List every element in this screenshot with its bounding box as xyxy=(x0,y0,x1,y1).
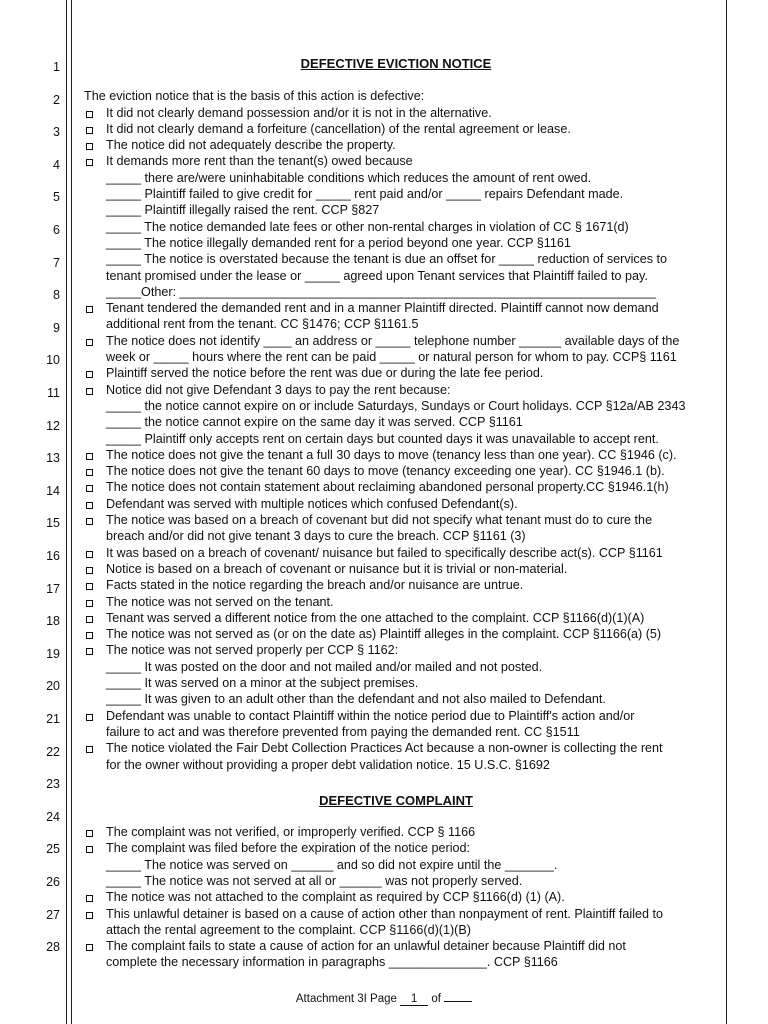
checklist-item-text: It demands more rent than the tenant(s) owed because xyxy=(106,154,413,169)
checklist-item-text: The notice was not served on the tenant. xyxy=(106,594,334,609)
continuation-text: breach and/or did not give tenant 3 days to cure the breach. CCP §1161 (3) xyxy=(106,529,526,544)
line-number: 28 xyxy=(46,940,60,955)
checklist-item-text: The notice does not give the tenant a full 30 days to move (tenancy less than one year). CC §1946 (c). xyxy=(106,447,677,462)
checkbox[interactable] xyxy=(86,714,93,721)
checkbox[interactable] xyxy=(86,518,93,525)
continuation-text: _____ Plaintiff failed to give credit for _____ rent paid and/or _____ repairs Defendant made. xyxy=(106,187,624,201)
line-number: 11 xyxy=(47,386,60,400)
continuation-text: _____ It was served on a minor at the subject premises. xyxy=(106,676,419,690)
line-number: 14 xyxy=(46,483,60,498)
checklist-item-text: Notice is based on a breach of covenant or nuisance but it is trivial or non-material. xyxy=(106,561,568,576)
checklist-item-text: The notice does not identify ____ an address or _____ telephone number ______ available days of the xyxy=(106,333,680,348)
continuation-text: week or _____ hours where the rent can be paid _____ or natural person for whom to pay. CCP§ 1161 xyxy=(106,350,677,364)
checkbox[interactable] xyxy=(86,746,93,753)
line-number: 23 xyxy=(46,777,60,792)
line-number: 8 xyxy=(53,288,60,303)
footer-of-label: of xyxy=(431,993,441,1005)
continuation-text: _____ there are/were uninhabitable conditions which reduces the amount of rent owed. xyxy=(106,170,592,185)
checkbox[interactable] xyxy=(86,830,93,837)
checklist-item-text: It was based on a breach of covenant/ nuisance but failed to specifically describe act(s). CCP §1161 xyxy=(106,545,663,560)
checklist-item-text: The notice was based on a breach of covenant but did not specify what tenant must do to cure the xyxy=(106,513,653,527)
checklist-item-text: It did not clearly demand a forfeiture (cancellation) of the rental agreement or lease. xyxy=(106,121,571,136)
footer-attachment-label: Attachment 3I Page xyxy=(295,993,397,1005)
line-number: 17 xyxy=(46,581,60,596)
continuation-text: _____Other: ____________________________________________________________________ xyxy=(106,284,656,299)
line-number: 24 xyxy=(46,809,60,824)
line-number: 25 xyxy=(46,842,60,857)
checkbox[interactable] xyxy=(86,895,93,902)
checkbox[interactable] xyxy=(86,127,93,134)
checklist-item-text: The complaint fails to state a cause of action for an unlawful detainer because Plaintiff did not xyxy=(106,939,626,954)
checkbox[interactable] xyxy=(86,944,93,951)
line-number: 15 xyxy=(46,516,60,531)
line-number: 10 xyxy=(46,353,60,368)
intro-sentence: The eviction notice that is the basis of this action is defective: xyxy=(84,89,425,103)
left-margin-rule-outer xyxy=(66,0,67,1024)
section-heading-defective-eviction-notice: DEFECTIVE EVICTION NOTICE xyxy=(300,56,492,71)
line-number: 13 xyxy=(46,451,60,466)
line-number: 12 xyxy=(46,418,60,433)
line-number: 4 xyxy=(53,157,60,172)
checklist-item-text: The notice did not adequately describe the property. xyxy=(106,138,396,153)
checklist-item-text: Defendant was unable to contact Plaintiff within the notice period due to Plaintiff's action and/or xyxy=(106,708,635,723)
checkbox[interactable] xyxy=(86,339,93,346)
line-number: 1 xyxy=(53,60,60,74)
continuation-text: failure to act and was therefore prevented from paying the demanded rent. CC §1511 xyxy=(106,724,580,739)
checklist-item-text: It did not clearly demand possession and/or it is not in the alternative. xyxy=(106,105,492,120)
continuation-text: tenant promised under the lease or _____ agreed upon Tenant services that Plaintiff failed to pay. xyxy=(106,268,648,283)
continuation-text: for the owner without providing a proper debt validation notice. 15 U.S.C. §1692 xyxy=(106,757,550,772)
checklist-item-text: The notice was not served as (or on the date as) Plaintiff alleges in the complaint. CCP §1166(a) (5) xyxy=(106,627,662,642)
checkbox[interactable] xyxy=(86,469,93,476)
continuation-text: additional rent from the tenant. CC §1476; CCP §1161.5 xyxy=(106,317,419,332)
checkbox[interactable] xyxy=(86,111,93,118)
checkbox[interactable] xyxy=(86,306,93,313)
checklist-item-text: The complaint was not verified, or improperly verified. CCP § 1166 xyxy=(106,825,476,839)
checkbox[interactable] xyxy=(86,567,93,574)
continuation-text: complete the necessary information in paragraphs ______________. CCP §1166 xyxy=(106,955,558,970)
line-number: 2 xyxy=(53,92,60,107)
checkbox[interactable] xyxy=(86,388,93,395)
line-number: 6 xyxy=(53,223,60,237)
line-number: 26 xyxy=(46,875,60,889)
continuation-text: _____ the notice cannot expire on or include Saturdays, Sundays or Court holidays. CCP §12a/AB 2343 xyxy=(106,398,686,413)
checklist-item-text: Defendant was served with multiple notices which confused Defendant(s). xyxy=(106,496,518,511)
checklist-item-text: Plaintiff served the notice before the rent was due or during the late fee period. xyxy=(106,366,544,381)
checklist-item-text: The notice was not attached to the complaint as required by CCP §1166(d) (1) (A). xyxy=(106,890,565,905)
continuation-text: _____ The notice is overstated because the tenant is due an offset for _____ reduction of services to xyxy=(106,252,668,267)
checkbox[interactable] xyxy=(86,632,93,639)
left-margin-rule-inner xyxy=(71,0,72,1024)
continuation-text: _____ It was posted on the door and not mailed and/or mailed and not posted. xyxy=(106,659,543,674)
checkbox[interactable] xyxy=(86,371,93,378)
continuation-text: _____ The notice was not served at all or ______ was not properly served. xyxy=(106,873,523,888)
footer-page-number: 1 xyxy=(400,993,428,1006)
checklist-item-text: Notice did not give Defendant 3 days to pay the rent because: xyxy=(106,382,451,397)
line-number: 7 xyxy=(53,255,60,270)
checkbox[interactable] xyxy=(86,485,93,492)
line-number: 16 xyxy=(46,549,60,563)
checklist-item-text: This unlawful detainer is based on a cause of action other than nonpayment of rent. Plaintiff failed to xyxy=(106,906,664,921)
page-footer xyxy=(0,993,768,1006)
checklist-item-text: Tenant tendered the demanded rent and in a manner Plaintiff directed. Plaintiff cannot now demand xyxy=(106,301,659,316)
continuation-text: _____ Plaintiff illegally raised the rent. CCP §827 xyxy=(106,203,380,218)
line-number: 27 xyxy=(46,907,60,922)
checkbox[interactable] xyxy=(86,616,93,623)
line-number: 5 xyxy=(53,190,60,205)
continuation-text: _____ Plaintiff only accepts rent on certain days but counted days it was unavailable to accept rent. xyxy=(106,431,659,446)
line-number: 21 xyxy=(46,712,60,726)
checkbox[interactable] xyxy=(86,648,93,655)
checklist-item-text: The notice violated the Fair Debt Collection Practices Act because a non-owner is collecting the rent xyxy=(106,741,663,756)
checklist-item-text: The notice does not contain statement about reclaiming abandoned personal property.CC §1946.1(h) xyxy=(106,480,669,495)
checklist-item-text: The complaint was filed before the expiration of the notice period: xyxy=(106,841,471,856)
footer-total-pages-blank xyxy=(444,1001,472,1002)
continuation-text: _____ The notice demanded late fees or other non-rental charges in violation of CC § 1671(d) xyxy=(106,219,629,234)
continuation-text: _____ The notice illegally demanded rent for a period beyond one year. CCP §1161 xyxy=(106,235,571,250)
line-number: 22 xyxy=(46,744,60,759)
checkbox[interactable] xyxy=(86,583,93,590)
line-number: 19 xyxy=(46,646,60,661)
checklist-item-text: Facts stated in the notice regarding the breach and/or nuisance are untrue. xyxy=(106,578,524,593)
section-heading-defective-complaint: DEFECTIVE COMPLAINT xyxy=(319,793,473,808)
right-margin-rule xyxy=(726,0,727,1024)
checkbox[interactable] xyxy=(86,600,93,607)
line-number: 3 xyxy=(53,125,60,140)
line-number: 9 xyxy=(53,320,60,335)
checkbox[interactable] xyxy=(86,846,93,853)
line-number: 20 xyxy=(46,679,60,694)
checkbox[interactable] xyxy=(86,502,93,509)
continuation-text: _____ the notice cannot expire on the same day it was served. CCP §1161 xyxy=(106,415,523,430)
checkbox[interactable] xyxy=(86,551,93,558)
checkbox[interactable] xyxy=(86,143,93,150)
checkbox[interactable] xyxy=(86,453,93,460)
checkbox[interactable] xyxy=(86,159,93,166)
checklist-item-text: The notice does not give the tenant 60 days to move (tenancy exceeding one year). CC §1946.1 (b). xyxy=(106,464,665,479)
line-number: 18 xyxy=(46,614,60,629)
checklist-item-text: The notice was not served properly per CCP § 1162: xyxy=(106,643,399,658)
checklist-item-text: Tenant was served a different notice from the one attached to the complaint. CCP §1166(d)(1)(A) xyxy=(106,610,645,625)
continuation-text: attach the rental agreement to the complaint. CCP §1166(d)(1)(B) xyxy=(106,922,471,937)
continuation-text: _____ It was given to an adult other than the defendant and not also mailed to Defendant. xyxy=(106,692,606,707)
continuation-text: _____ The notice was served on ______ and so did not expire until the _______. xyxy=(106,857,558,872)
checkbox[interactable] xyxy=(86,912,93,919)
